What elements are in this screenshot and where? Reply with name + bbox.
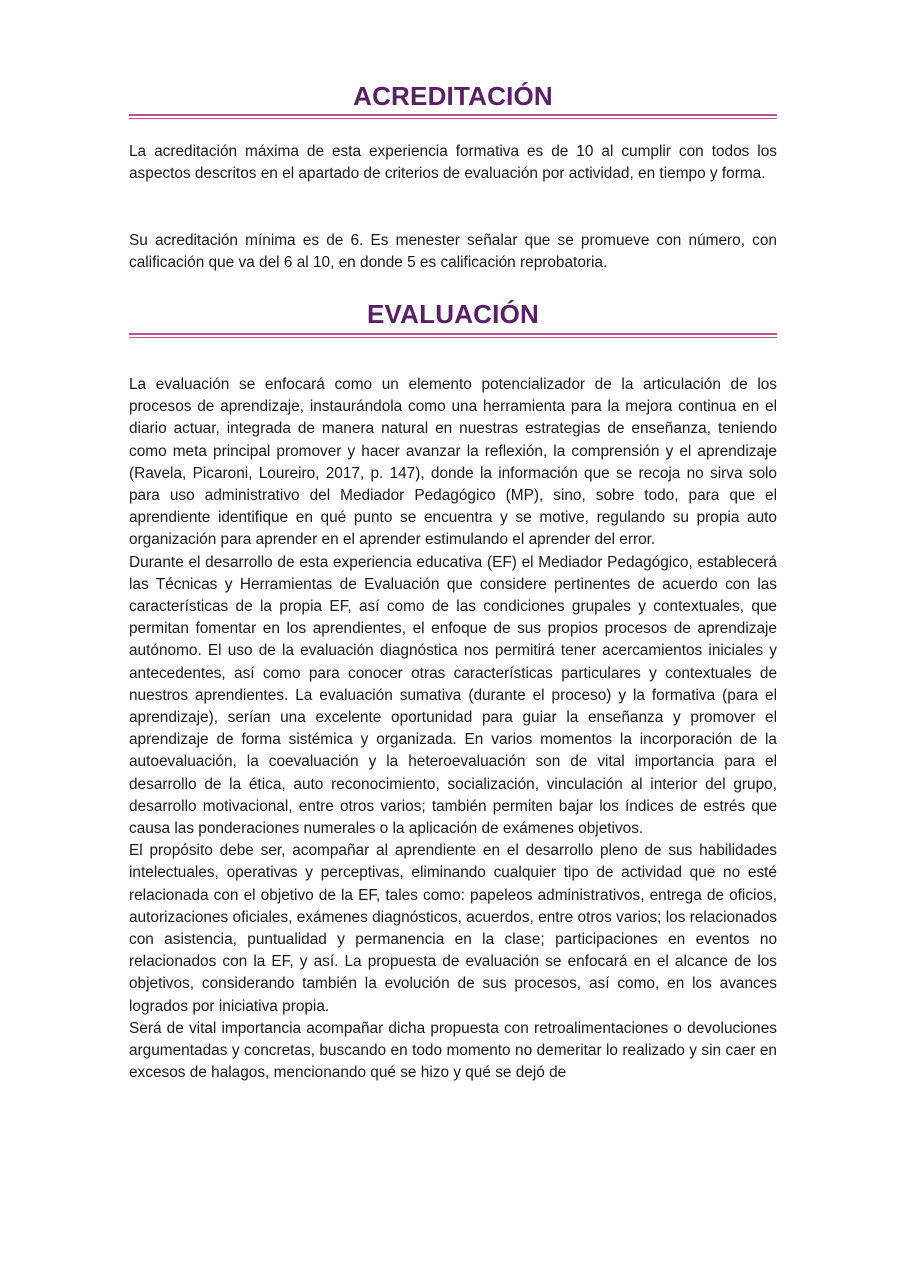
section-title-evaluacion: EVALUACIÓN bbox=[367, 299, 539, 329]
paragraph: Durante el desarrollo de esta experiencia educativa (EF) el Mediador Pedagógico, establecerá las Técnicas y Herramientas de Evaluación que considere pertinentes de acuerdo con las características de la propia EF, así como de las condiciones grupales y contextuales, que permitan fomentar en los aprendientes, el enfoque de sus propios procesos de aprendizaje autónomo. El uso de la evaluación diagnóstica nos permitirá tener acercamientos iniciales y antecedentes, así como para conocer otras características particulares y contextuales de nuestros aprendientes. La evaluación sumativa (durante el proceso) y la formativa (para el aprendizaje), serían una excelente oportunidad para guiar la enseñanza y promover el aprendizaje de forma sistémica y organizada. En varios momentos la incorporación de la autoevaluación, la coevaluación y la heteroevaluación son de vital importancia para el desarrollo de la ética, auto reconocimiento, socialización, vinculación al interior del grupo, desarrollo motivacional, entre otros varios; también permiten bajar los índices de estrés que causa las ponderaciones numerales o la aplicación de exámenes objetivos. bbox=[129, 553, 777, 838]
paragraph: La acreditación máxima de esta experiencia formativa es de 10 al cumplir con todos los aspectos descritos en el apartado de criterios de evaluación por actividad, en tiempo y forma. bbox=[129, 143, 777, 183]
paragraph: La evaluación se enfocará como un elemento potencializador de la articulación de los procesos de aprendizaje, instaurándola como una herramienta para la mejora continua en el diario actuar, integrada de manera natural en nuestras estrategias de enseñanza, teniendo como meta principal promover y hacer avanzar la reflexión, la comprensión y el aprendizaje (Ravela, Picaroni, Loureiro, 2017, p. 147), donde la información que se recoja no sirva solo para uso administrativo del Mediador Pedagógico (MP), sino, sobre todo, para que el aprendiente identifique en qué punto se encuentra y se motive, regulando su propia auto organización para aprender en el aprender estimulando el aprender del error. bbox=[129, 376, 777, 549]
paragraph: Será de vital importancia acompañar dicha propuesta con retroalimentaciones o devoluciones argumentadas y concretas, buscando en todo momento no demeritar lo realizado y sin caer en excesos de halagos, mencionando qué se hizo y qué se dejó de bbox=[129, 1019, 777, 1082]
section-divider bbox=[129, 114, 777, 119]
paragraph: El propósito debe ser, acompañar al aprendiente en el desarrollo pleno de sus habilidades intelectuales, operativas y perceptivas, eliminando cualquier tipo de actividad que no esté relacionada con el objetivo de la EF, tales como: papeleos administrativos, entrega de oficios, autorizaciones oficiales, exámenes diagnósticos, acuerdos, entre otros varios; los relacionados con asistencia, puntualidad y permanencia en la clase; participaciones en eventos no relacionados con la EF, y así. La propuesta de evaluación se enfocará en el alcance de los objetivos, considerando también la evolución de sus procesos, así como, en los avances logrados por iniciativa propia. bbox=[129, 842, 777, 1015]
evaluacion-body bbox=[129, 374, 777, 1085]
section-title-acreditacion: ACREDITACIÓN bbox=[353, 81, 553, 111]
paragraph: Su acreditación mínima es de 6. Es menester señalar que se promueve con número, con calificación que va del 6 al 10, en donde 5 es calificación reprobatoria. bbox=[129, 232, 777, 272]
section-divider bbox=[129, 333, 777, 338]
